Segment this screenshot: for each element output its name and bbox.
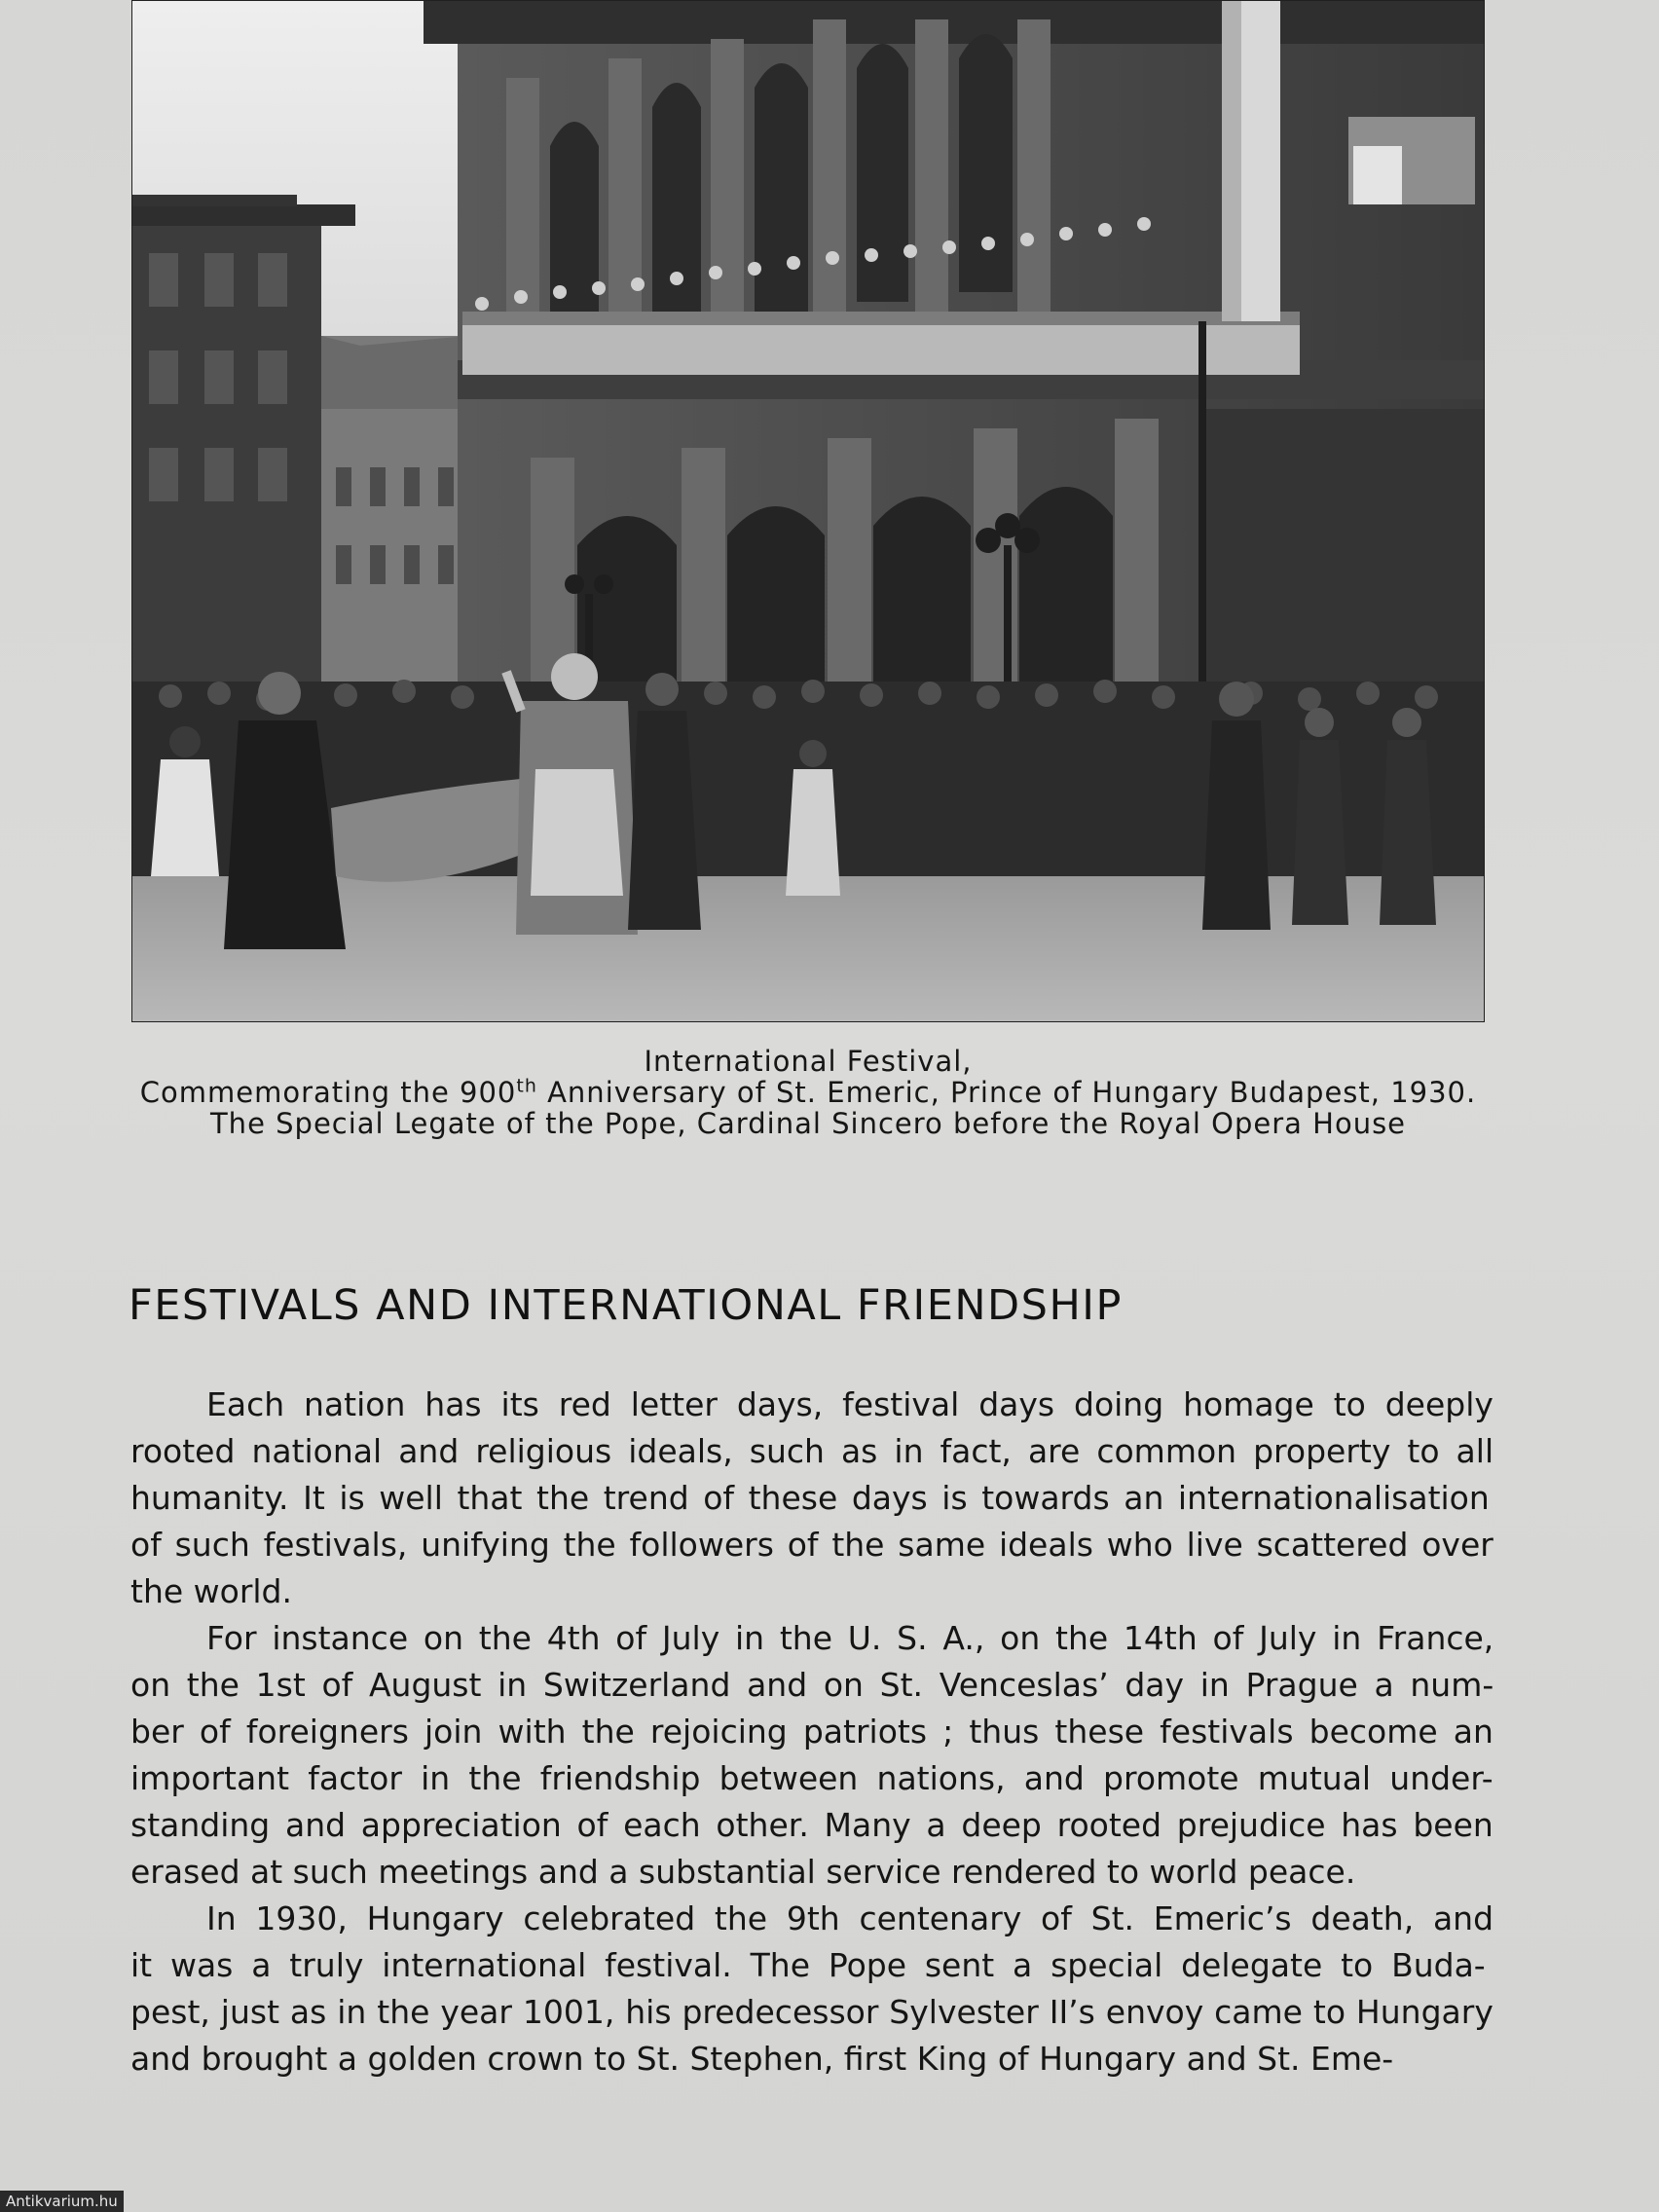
source-watermark: Antikvarium.hu <box>0 2191 124 2212</box>
caption-line-1: International Festival, <box>644 1045 973 1078</box>
section-heading: FESTIVALS AND INTERNATIONAL FRIENDSHIP <box>129 1281 1123 1330</box>
article-body <box>130 1382 1493 2083</box>
text-line: and brought a golden crown to St. Stephen, first King of Hungary and St. Eme- <box>130 2040 1394 2078</box>
text-line: the world. <box>130 1572 292 1610</box>
paragraph-1 <box>130 1382 1493 1615</box>
text-line: pest, just as in the year 1001, his predecessor Sylvester II’s envoy came to Hungary <box>130 1993 1493 2031</box>
text-line: on the 1st of August in Switzerland and on St. Venceslas’ day in Prague a num- <box>130 1666 1494 1704</box>
text-line: it was a truly international festival. The Pope sent a special delegate to Buda- <box>130 1946 1486 1984</box>
photo-caption <box>117 1046 1499 1139</box>
text-line: important factor in the friendship between nations, and promote mutual under- <box>130 1759 1493 1797</box>
text-line: In 1930, Hungary celebrated the 9th centenary of St. Emeric’s death, and <box>206 1899 1494 1937</box>
paragraph-3 <box>130 1896 1493 2083</box>
caption-line-2-end: Anniversary of St. Emeric, Prince of Hungary Budapest, 1930. <box>536 1076 1477 1109</box>
caption-ordinal-suffix: th <box>516 1075 537 1097</box>
text-line: rooted national and religious ideals, such as in fact, are common property to all <box>130 1432 1494 1470</box>
text-line: Each nation has its red letter days, festival days doing homage to deeply <box>206 1385 1493 1423</box>
text-line: of such festivals, unifying the followers of the same ideals who live scattered over <box>130 1526 1493 1564</box>
photo-illustration <box>131 0 1485 1022</box>
caption-line-2 <box>117 1077 1499 1108</box>
text-line: erased at such meetings and a substantial service rendered to world peace. <box>130 1853 1356 1891</box>
caption-line-2-start: Commemorating the 900 <box>139 1076 517 1109</box>
text-line: For instance on the 4th of July in the U. S. A., on the 14th of July in France, <box>206 1619 1494 1657</box>
opera-house-photograph <box>131 0 1485 1022</box>
text-line: humanity. It is well that the trend of these days is towards an internationalisation <box>130 1479 1490 1517</box>
text-line: standing and appreciation of each other. Many a deep rooted prejudice has been <box>130 1806 1493 1844</box>
text-line: ber of foreigners join with the rejoicing patriots ; thus these festivals become an <box>130 1713 1493 1751</box>
caption-line-3: The Special Legate of the Pope, Cardinal Sincero before the Royal Opera House <box>209 1107 1407 1140</box>
paragraph-2 <box>130 1615 1493 1896</box>
